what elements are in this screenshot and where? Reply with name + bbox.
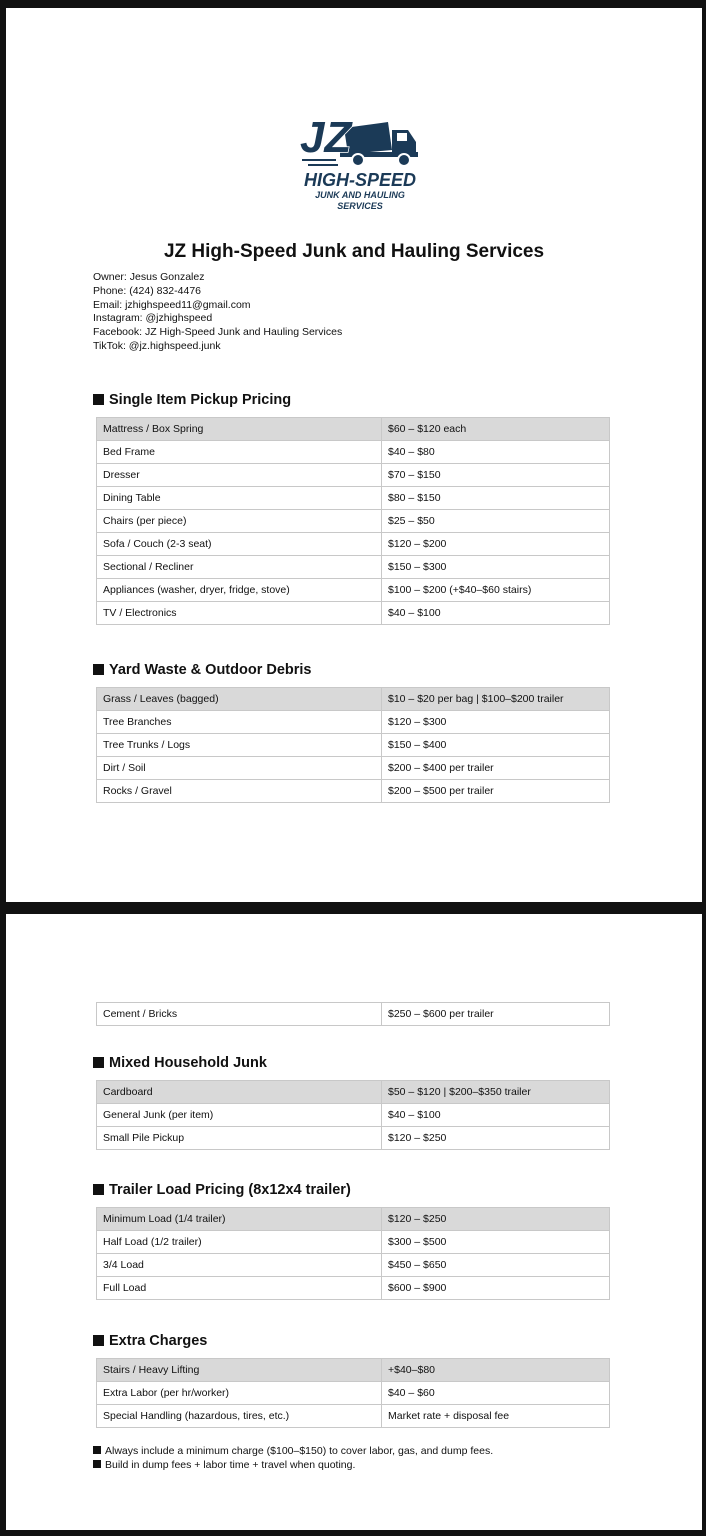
table-row (97, 1003, 610, 1026)
price-cell: +$40–$80 (382, 1359, 610, 1382)
price-cell: $120 – $200 (382, 533, 610, 556)
table-row (97, 1127, 610, 1150)
item-name-cell: Grass / Leaves (bagged) (97, 688, 382, 711)
item-name-cell: Bed Frame (97, 441, 382, 464)
price-cell: $40 – $80 (382, 441, 610, 464)
square-bullet-icon (93, 664, 104, 675)
price-cell: $300 – $500 (382, 1231, 610, 1254)
price-cell: $10 – $20 per bag | $100–$200 trailer (382, 688, 610, 711)
price-cell: $120 – $300 (382, 711, 610, 734)
table-row (97, 602, 610, 625)
contact-owner: Owner: Jesus Gonzalez (93, 271, 205, 283)
single-item-pricing-table (96, 417, 610, 625)
square-bullet-icon (93, 1184, 104, 1195)
table-row (97, 757, 610, 780)
section-heading-text: Extra Charges (109, 1333, 208, 1349)
price-cell: $40 – $100 (382, 1104, 610, 1127)
logo-line3: SERVICES (337, 201, 383, 211)
table-row (97, 464, 610, 487)
table-row (97, 1382, 610, 1405)
square-bullet-icon (93, 1460, 101, 1468)
square-bullet-icon (93, 1446, 101, 1454)
section-heading-trailer-load (93, 1182, 351, 1198)
item-name-cell: Dining Table (97, 487, 382, 510)
item-name-cell: Half Load (1/2 trailer) (97, 1231, 382, 1254)
item-name-cell: Dirt / Soil (97, 757, 382, 780)
item-name-cell: Appliances (washer, dryer, fridge, stove) (97, 579, 382, 602)
yard-waste-pricing-table (96, 687, 610, 803)
item-name-cell: Extra Labor (per hr/worker) (97, 1382, 382, 1405)
price-cell: $70 – $150 (382, 464, 610, 487)
item-name-cell: Tree Trunks / Logs (97, 734, 382, 757)
contact-phone: Phone: (424) 832-4476 (93, 284, 201, 297)
section-heading-text: Single Item Pickup Pricing (109, 392, 292, 408)
price-cell: $200 – $400 per trailer (382, 757, 610, 780)
price-cell: $40 – $100 (382, 602, 610, 625)
price-cell: $50 – $120 | $200–$350 trailer (382, 1081, 610, 1104)
section-heading-text: Mixed Household Junk (109, 1055, 267, 1071)
logo-line1: HIGH-SPEED (303, 170, 417, 190)
mixed-household-pricing-table (96, 1080, 610, 1150)
section-heading-text: Yard Waste & Outdoor Debris (109, 662, 312, 678)
section-heading-text: Trailer Load Pricing (8x12x4 trailer) (109, 1182, 351, 1198)
item-name-cell: Full Load (97, 1277, 382, 1300)
note-text: Always include a minimum charge ($100–$150) to cover labor, gas, and dump fees. (105, 1445, 494, 1457)
price-cell: $60 – $120 each (382, 418, 610, 441)
table-row (97, 1359, 610, 1382)
table-row (97, 533, 610, 556)
price-cell: $120 – $250 (382, 1208, 610, 1231)
table-row (97, 1405, 610, 1428)
contact-info (93, 271, 342, 354)
section-heading-yard-waste (93, 662, 312, 678)
document-page-1 (6, 8, 702, 902)
table-row (97, 441, 610, 464)
table-row (97, 510, 610, 533)
item-name-cell: Cement / Bricks (97, 1003, 382, 1026)
company-logo (296, 108, 426, 216)
note-item (93, 1458, 493, 1472)
section-heading-mixed-household (93, 1055, 267, 1071)
price-cell: $100 – $200 (+$40–$60 stairs) (382, 579, 610, 602)
item-name-cell: Minimum Load (1/4 trailer) (97, 1208, 382, 1231)
item-name-cell: Mattress / Box Spring (97, 418, 382, 441)
table-row (97, 579, 610, 602)
item-name-cell: Special Handling (hazardous, tires, etc.) (97, 1405, 382, 1428)
table-row (97, 1208, 610, 1231)
price-cell: $250 – $600 per trailer (382, 1003, 610, 1026)
price-cell: $150 – $300 (382, 556, 610, 579)
table-row (97, 1277, 610, 1300)
table-row (97, 1231, 610, 1254)
item-name-cell: Sofa / Couch (2-3 seat) (97, 533, 382, 556)
contact-email: Email: jzhighspeed11@gmail.com (93, 298, 251, 311)
yard-waste-pricing-table-continued (96, 1002, 610, 1026)
item-name-cell: Stairs / Heavy Lifting (97, 1359, 382, 1382)
price-cell: $600 – $900 (382, 1277, 610, 1300)
square-bullet-icon (93, 394, 104, 405)
price-cell: $450 – $650 (382, 1254, 610, 1277)
item-name-cell: General Junk (per item) (97, 1104, 382, 1127)
item-name-cell: 3/4 Load (97, 1254, 382, 1277)
square-bullet-icon (93, 1057, 104, 1068)
item-name-cell: Tree Branches (97, 711, 382, 734)
table-row (97, 487, 610, 510)
price-cell: $25 – $50 (382, 510, 610, 533)
price-cell: $120 – $250 (382, 1127, 610, 1150)
price-cell: $80 – $150 (382, 487, 610, 510)
item-name-cell: TV / Electronics (97, 602, 382, 625)
item-name-cell: Rocks / Gravel (97, 780, 382, 803)
item-name-cell: Small Pile Pickup (97, 1127, 382, 1150)
document-page-2 (6, 914, 702, 1530)
item-name-cell: Sectional / Recliner (97, 556, 382, 579)
square-bullet-icon (93, 1335, 104, 1346)
item-name-cell: Chairs (per piece) (97, 510, 382, 533)
table-row (97, 418, 610, 441)
note-text: Build in dump fees + labor time + travel when quoting. (105, 1459, 356, 1471)
document-title: JZ High-Speed Junk and Hauling Services (163, 241, 545, 262)
logo-line2: JUNK AND HAULING (315, 190, 405, 200)
quoting-notes (93, 1444, 493, 1472)
contact-facebook: Facebook: JZ High-Speed Junk and Hauling Services (93, 326, 343, 339)
price-cell: Market rate + disposal fee (382, 1405, 610, 1428)
table-row (97, 780, 610, 803)
item-name-cell: Dresser (97, 464, 382, 487)
table-row (97, 688, 610, 711)
dump-truck-icon (296, 108, 426, 216)
section-heading-single-item (93, 392, 291, 408)
logo-mark: JZ (300, 113, 352, 162)
table-row (97, 1254, 610, 1277)
note-item (93, 1444, 493, 1458)
table-row (97, 1104, 610, 1127)
contact-instagram: Instagram: @jzhighspeed (93, 312, 213, 325)
table-row (97, 711, 610, 734)
price-cell: $200 – $500 per trailer (382, 780, 610, 803)
contact-tiktok: TikTok: @jz.highspeed.junk (93, 339, 221, 352)
extra-charges-table (96, 1358, 610, 1428)
table-row (97, 734, 610, 757)
item-name-cell: Cardboard (97, 1081, 382, 1104)
price-cell: $40 – $60 (382, 1382, 610, 1405)
price-cell: $150 – $400 (382, 734, 610, 757)
table-row (97, 556, 610, 579)
trailer-load-pricing-table (96, 1207, 610, 1300)
section-heading-extra-charges (93, 1333, 207, 1349)
table-row (97, 1081, 610, 1104)
